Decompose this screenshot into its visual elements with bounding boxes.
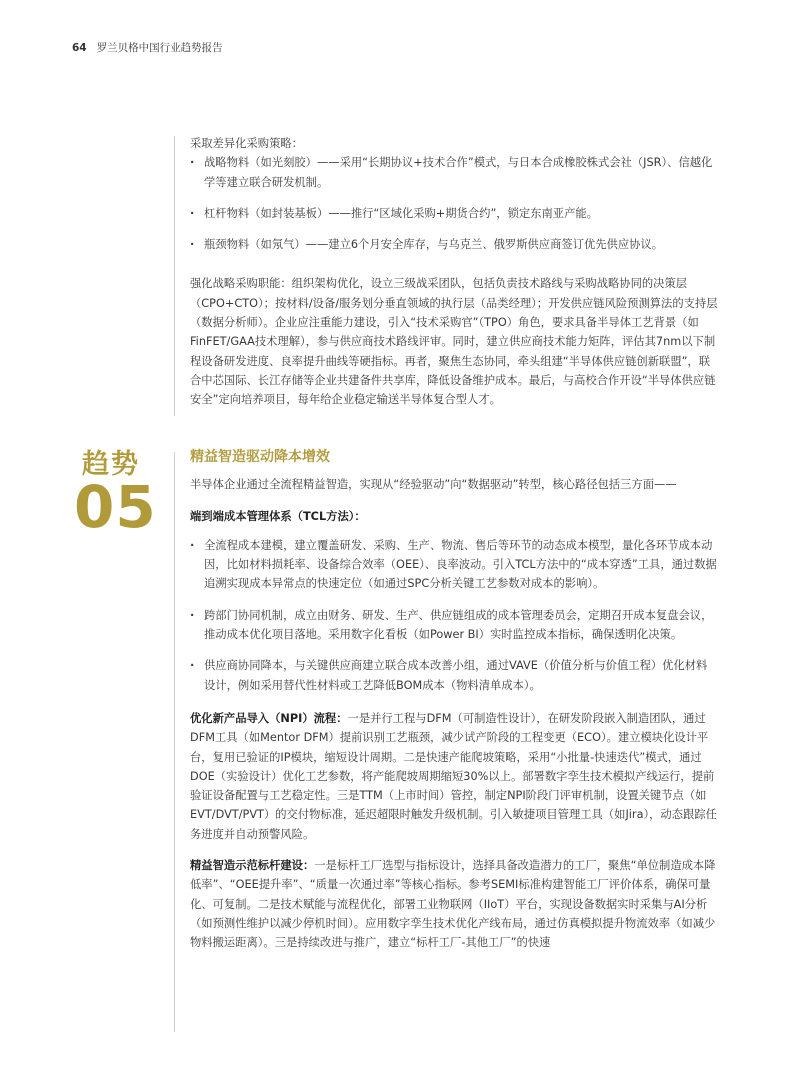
npi-text: 一是并行工程与DFM（可制造性设计），在研发阶段嵌入制造团队，通过DFM工具（如Mentor DFM）提前识别工艺瓶颈，减少试产阶段的工程变更（ECO）。建立模块化设计平台，复用已验证的IP模块，缩短设计周期。二是快速产能爬坡策略，采用“小批量-快速迭代”模式，通过DOE（实验设计）优化工艺参数，将产能爬坡周期缩短30%以上。部署数字孪生技术模拟产线运行，提前验证设备配置与工艺稳定性。三是TTM（上市时间）管控，制定NPI阶段门评审机制，设置关键节点（如EVT/DVT/PVT）的交付物标准，延迟超限时触发升级机制。引入敏捷项目管理工具（如Jira），动态跟踪任务进度并自动预警风险。 — [190, 711, 717, 841]
npi-paragraph — [190, 709, 718, 844]
vertical-divider — [174, 136, 175, 416]
tcl-list — [190, 536, 718, 695]
list-item: · 全流程成本建模，建立覆盖研发、采购、生产、物流、售后等环节的动态成本模型，量化各环节成本动因，比如材料损耗率、设备综合效率（OEE）、良率波动。引入TCL方法中的“成本穿透”工具，通过数据追溯实现成本异常点的快速定位（如通过SPC分析关键工艺参数对成本的影响）。 — [190, 536, 718, 594]
trend-title: 精益智造驱动降本增效 — [190, 449, 330, 465]
list-item: · 跨部门协同机制，成立由财务、研发、生产、供应链组成的成本管理委员会，定期召开成本复盘会议，推动成本优化项目落地。采用数字化看板（如Power BI）实时监控成本指标，确保透明化决策。 — [190, 606, 718, 645]
list-item: · 战略物料（如光刻胶）——采用“长期协议+技术合作”模式，与日本合成橡胶株式会社（JSR）、信越化学等建立联合研发机制。 — [190, 153, 718, 192]
trend-label: 趋势 — [82, 449, 140, 480]
benchmark-paragraph — [190, 856, 718, 952]
trend-intro: 半导体企业通过全流程精益智造，实现从“经验驱动”向“数据驱动”转型，核心路径包括三方面—— — [190, 478, 677, 492]
benchmark-heading: 精益智造示范标杆建设： — [190, 859, 315, 873]
npi-heading: 优化新产品导入（NPI）流程： — [190, 711, 348, 725]
strategy-list — [190, 153, 718, 254]
section-intro: 采取差异化采购策略： — [190, 137, 303, 150]
tcl-heading: 端到端成本管理体系（TCL方法）： — [190, 509, 366, 523]
page-number: 64 — [72, 42, 87, 54]
page-header — [72, 40, 223, 55]
vertical-divider — [174, 452, 175, 1032]
benchmark-text: 一是标杆工厂选型与指标设计，选择具备改造潜力的工厂，聚焦“单位制造成本降低率”、“OEE提升率”、“质量一次通过率”等核心指标。参考SEMI标准构建智能工厂评价体系，确保可量化、可复制。二是技术赋能与流程优化，部署工业物联网（IIoT）平台，实现设备数据实时采集与AI分析（如预测性维护以减少停机时间）。应用数字孪生技术优化产线布局，通过仿真模拟提升物流效率（如减少物料搬运距离）。三是持续改进与推广，建立“标杆工厂-其他工厂”的快速 — [190, 859, 716, 950]
trend-section — [190, 448, 718, 953]
body-paragraph: 强化战略采购职能：组织架构优化，设立三级战采团队，包括负责技术路线与采购战略协同的决策层（CPO+CTO）；按材料/设备/服务划分垂直领域的执行层（品类经理）；开发供应链风险预测算法的支持层（数据分析师）。企业应注重能力建设，引入“技术采购官”（TPO）角色，要求具备半导体工艺背景（如FinFET/GAA技术理解），参与供应商技术路线评审。同时，建立供应商技术能力矩阵，评估其7nm以下制程设备研发进度、良率提升曲线等硬指标。再者，聚焦生态协同，牵头组建“半导体供应链创新联盟”，联合中芯国际、长江存储等企业共建备件共享库，降低设备维护成本。最后，与高校合作开设“半导体供应链安全”定向培养项目，每年给企业稳定输送半导体复合型人才。 — [190, 277, 718, 407]
list-item: · 杠杆物料（如封装基板）——推行“区域化采购+期货合约”，锁定东南亚产能。 — [190, 204, 718, 223]
list-item: · 供应商协同降本，与关键供应商建立联合成本改善小组，通过VAVE（价值分析与价值工程）优化材料设计，例如采用替代性材料或工艺降低BOM成本（物料清单成本）。 — [190, 656, 718, 695]
trend-number: 05 — [74, 473, 157, 541]
report-title: 罗兰贝格中国行业趋势报告 — [96, 42, 223, 54]
list-item: · 瓶颈物料（如氖气）——建立6个月安全库存，与乌克兰、俄罗斯供应商签订优先供应协议。 — [190, 235, 718, 254]
procurement-section — [190, 134, 718, 410]
